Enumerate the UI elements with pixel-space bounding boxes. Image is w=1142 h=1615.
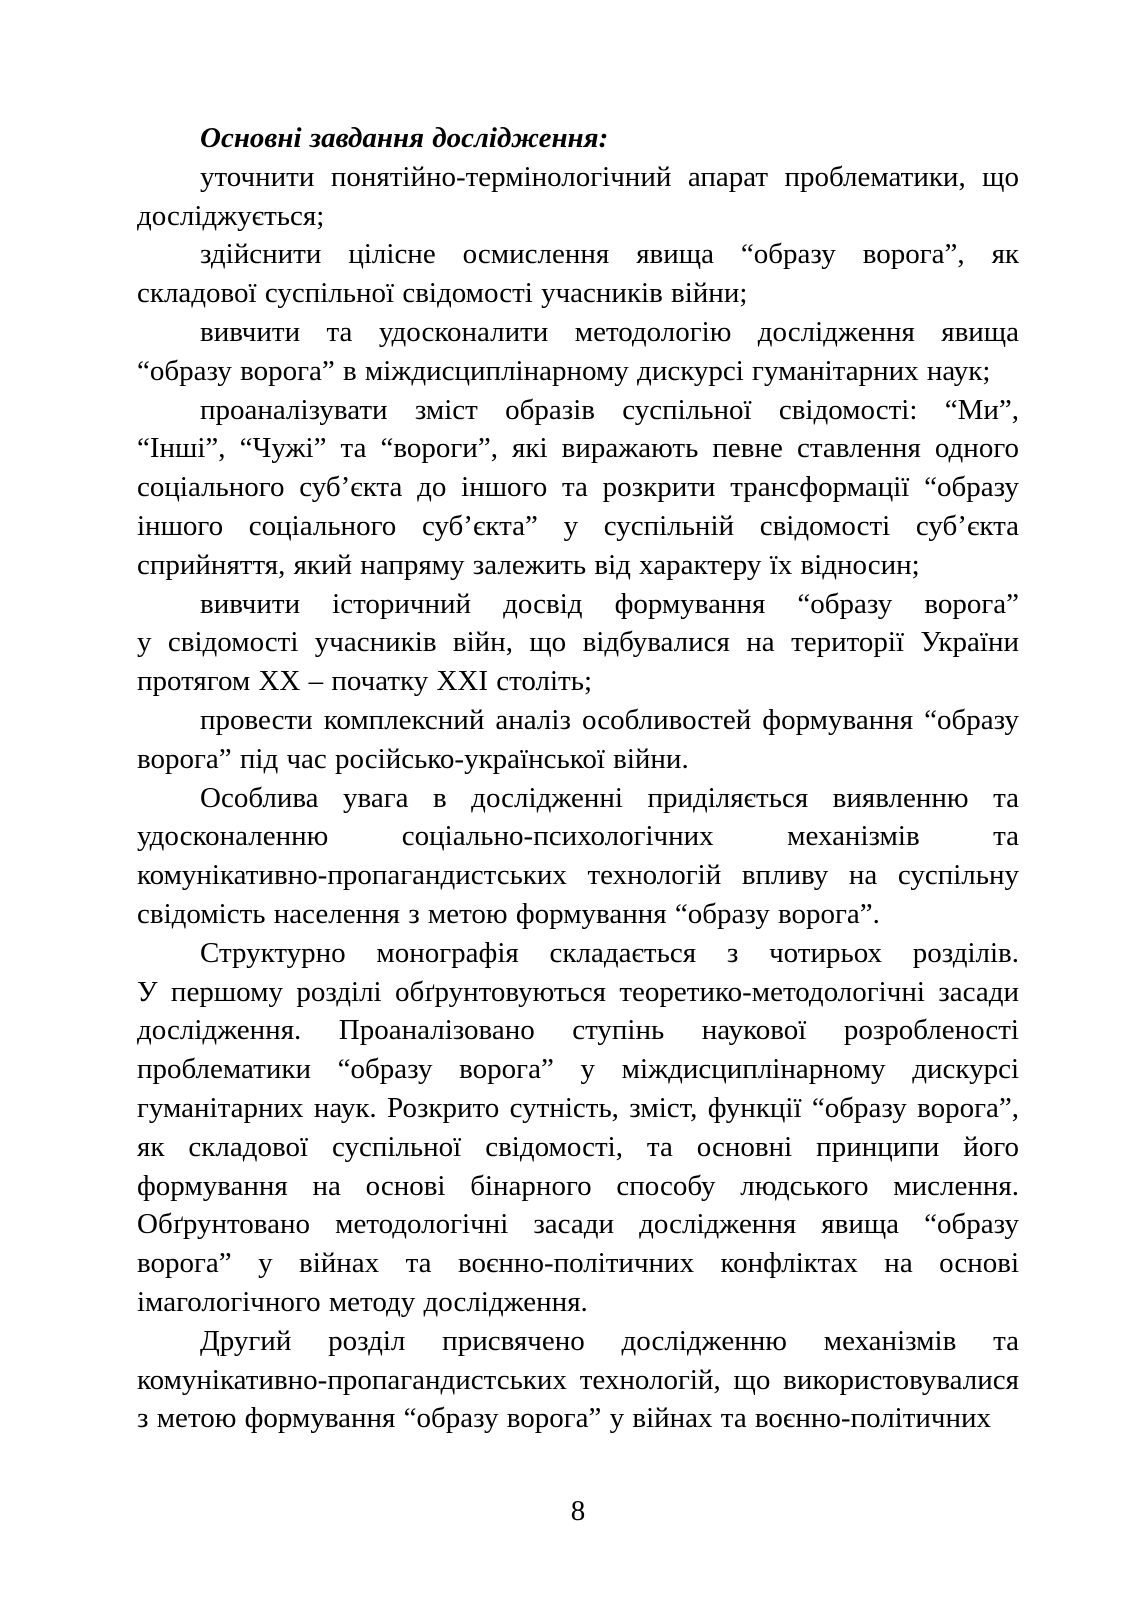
body-paragraph: провести комплексний аналіз особливостей формування “образу ворога” під час російсько-української війни. (137, 703, 1019, 775)
body-paragraph: вивчити історичний досвід формування “образу ворога” у свідомості учасників війн, що відбувалися на території України протягом XX – початку XXI століть; (137, 587, 1019, 698)
body-paragraph: Структурно монографія складається з чотирьох розділів. У першому розділі обґрунтовуються теоретико-методологічні засади дослідження. Проаналізовано ступінь наукової розробленості проблематики “образу ворога” у міждисциплінарному дискурсі гуманітарних наук. Розкрито сутність, зміст, функції “образу ворога”, як складової суспільної свідомості, та основні принципи його формування на основі бінарного способу людського мислення. Обґрунтовано методологічні засади дослідження явища “образу ворога” у війнах та воєнно-політичних конфліктах на основі імагологічного методу дослідження. (137, 936, 1019, 1318)
body-paragraph: здійснити цілісне осмислення явища “образу ворога”, як складової суспільної свідомості учасників війни; (137, 238, 1019, 310)
body-paragraph: проаналізувати зміст образів суспільної свідомості: “Ми”, “Інші”, “Чужі” та “вороги”, які виражають певне ставлення одного соціального суб’єкта до іншого та розкрити трансформації “образу іншого соціального суб’єкта” у суспільній свідомості суб’єкта сприйняття, який напряму залежить від характеру їх відносин; (137, 393, 1019, 581)
body-paragraph: Особлива увага в дослідженні приділяється виявленню та удосконаленню соціально-психологічних механізмів та комунікативно-пропагандистських технологій впливу на суспільну свідомість населення з метою формування “образу ворога”. (137, 781, 1019, 930)
body-paragraph: Другий розділ присвячено дослідженню механізмів та комунікативно-пропагандистських технологій, що використовувалися з метою формування “образу ворога” у війнах та воєнно-політичних (137, 1324, 1019, 1435)
text-block (137, 119, 1019, 1438)
body-paragraph: вивчити та удосконалити методологію дослідження явища “образу ворога” в міждисциплінарному дискурсі гуманітарних наук; (137, 315, 1019, 387)
section-heading: Основні завдання дослідження: (200, 122, 609, 154)
page-number: 8 (570, 1495, 586, 1527)
body-paragraph: уточнити понятійно-термінологічний апарат проблематики, що досліджується; (137, 160, 1019, 232)
